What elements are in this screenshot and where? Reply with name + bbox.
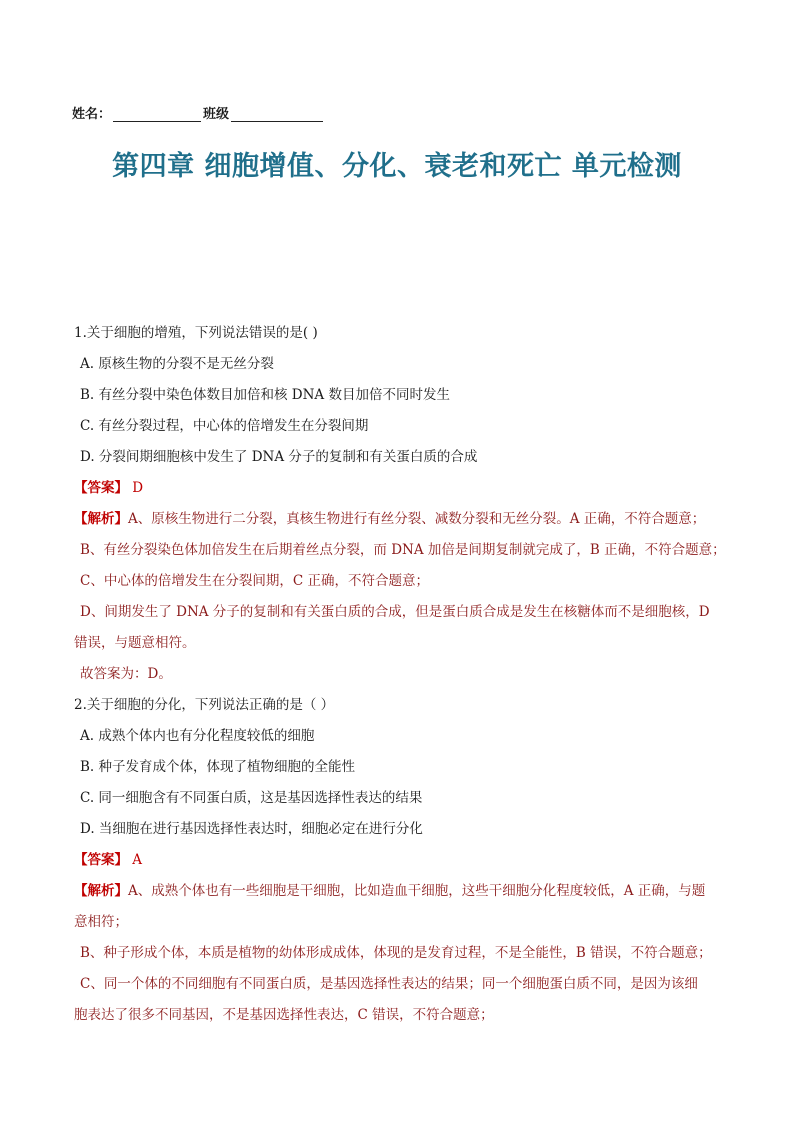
question-1-option-b: B. 有丝分裂中染色体数目加倍和核 DNA 数目加倍不同时发生 [80,387,450,403]
question-2-analysis-line-2: 意相符； [74,914,128,930]
name-label: 姓名： [72,107,112,122]
question-1-answer [74,473,734,504]
analysis-label: 【解析】 [74,511,128,527]
question-1-option-c: C. 有丝分裂过程，中心体的倍增发生在分裂间期 [80,418,369,434]
question-2-stem: 2.关于细胞的分化，下列说法正确的是（ ） [74,697,335,713]
class-blank [231,107,323,122]
student-info-line [72,103,323,122]
question-2-analysis-line-1 [74,876,734,907]
question-2-option-b: B. 种子发育成个体，体现了植物细胞的全能性 [80,759,356,775]
question-1-analysis-line-1 [74,504,734,535]
answer-label: 【答案】 [74,852,128,868]
analysis-text: A、原核生物进行二分裂，真核生物进行有丝分裂、减数分裂和无丝分裂。A 正确，不符合题意； [128,511,706,527]
question-1-option-d: D. 分裂间期细胞核中发生了 DNA 分子的复制和有关蛋白质的合成 [80,449,478,465]
question-2-analysis-line-5: 胞表达了很多不同基因，不是基因选择性表达，C 错误，不符合题意； [74,1007,494,1023]
question-2-analysis-line-3: B、种子形成个体，本质是植物的幼体形成成体，体现的是发育过程，不是全能性，B 错误，不符合题意； [80,945,712,961]
analysis-text: A、成熟个体也有一些细胞是干细胞，比如造血干细胞，这些干细胞分化程度较低，A 正确，与题 [128,883,706,899]
question-content [74,318,734,1031]
name-blank [113,107,201,122]
page-title: 第四章 细胞增值、分化、衰老和死亡 单元检测 [112,151,682,182]
class-label: 班级 [203,107,230,122]
answer-value: D [128,480,144,496]
question-1-analysis-line-2: B、有丝分裂染色体加倍发生在后期着丝点分裂，而 DNA 加倍是间期复制就完成了，B 正确，不符合题意； [80,542,726,558]
question-1-conclusion: 故答案为：D。 [80,666,172,682]
question-1-option-a: A. 原核生物的分裂不是无丝分裂 [80,356,274,372]
answer-label: 【答案】 [74,480,128,496]
question-1-analysis-line-5: 错误，与题意相符。 [74,635,196,651]
answer-value: A [128,852,143,868]
question-2-answer [74,845,734,876]
question-1-stem: 1.关于细胞的增殖，下列说法错误的是( ) [74,325,318,341]
question-2-analysis-line-4: C、同一个体的不同细胞有不同蛋白质，是基因选择性表达的结果；同一个细胞蛋白质不同，是因为该细 [80,976,698,992]
question-2-option-c: C. 同一细胞含有不同蛋白质，这是基因选择性表达的结果 [80,790,423,806]
question-1-analysis-line-3: C、中心体的倍增发生在分裂间期，C 正确，不符合题意； [80,573,429,589]
question-2-option-d: D. 当细胞在进行基因选择性表达时，细胞必定在进行分化 [80,821,423,837]
question-2-option-a: A. 成熟个体内也有分化程度较低的细胞 [80,728,315,744]
analysis-label: 【解析】 [74,883,128,899]
question-1-analysis-line-4: D、间期发生了 DNA 分子的复制和有关蛋白质的合成，但是蛋白质合成是发生在核糖体而不是细胞核，D [80,604,710,620]
